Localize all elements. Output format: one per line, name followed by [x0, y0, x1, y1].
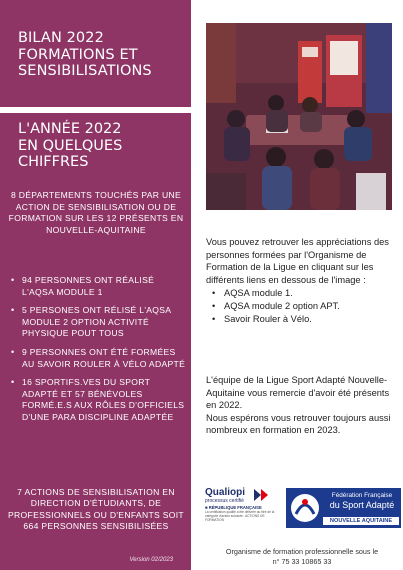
- ffsa-emblem-icon: [290, 492, 320, 524]
- bullet-icon: •: [212, 300, 216, 311]
- thanks-paragraph: L'équipe de la Ligue Sport Adapté Nouvelle-Aquitaine vous remercie d'avoir été présents en 2022.: [206, 375, 390, 411]
- ffsa-region: NOUVELLE AQUITAINE: [323, 517, 399, 525]
- section-title: L'ANNÉE 2022 EN QUELQUES CHIFFRES: [18, 121, 123, 170]
- list-item: • 16 SPORTIFS.VES DU SPORT ADAPTÉ ET 57 BÉNÉVOLES FORMÉ.E.S AUX RÔLES D'OFFICIELS D'UNE PARA DISCIPLINE ADAPTÉE: [11, 377, 185, 422]
- bullet-icon: •: [11, 305, 15, 316]
- qualiopi-subtitle: processus certifié: [205, 498, 244, 504]
- bullet-icon: •: [212, 313, 216, 324]
- stats-list: [11, 275, 187, 431]
- left-panel: [0, 0, 191, 570]
- departments-stat: 8 DÉPARTEMENTS TOUCHÉS PAR UNE ACTION DE SENSIBILISATION OU DE FORMATION SUR LES 12 PRÉSENTS EN NOUVELLE-AQUITAINE: [8, 190, 184, 235]
- link-savoir-rouler[interactable]: • Savoir Rouler à Vélo.: [212, 313, 312, 324]
- training-photo-illustration: [206, 23, 392, 210]
- qualiopi-logo: [205, 487, 275, 527]
- footer-note: Organisme de formation professionnelle sous le n° 75 33 10865 33: [225, 547, 379, 566]
- qualiopi-name: Qualiopi: [205, 487, 245, 498]
- hope-paragraph: Nous espérons vous retrouver toujours aussi nombreux en formation en 2023.: [206, 412, 391, 436]
- feedback-links: [212, 287, 396, 325]
- ffsa-logo: [286, 488, 401, 528]
- bullet-icon: •: [11, 346, 15, 357]
- version-label: Version 02/2023: [129, 557, 173, 563]
- bullet-icon: •: [11, 275, 15, 285]
- ffsa-name: Fédération Française du Sport Adapté: [329, 492, 395, 510]
- intro-block: [206, 236, 396, 325]
- bullet-icon: •: [11, 377, 15, 388]
- intro-paragraph: Vous pouvez retrouver les appréciations des personnes formées par l'Organisme de Formation de la Ligue en cliquant sur les différents liens en dessous de l'image :: [206, 237, 389, 285]
- bullet-icon: •: [212, 288, 216, 299]
- list-item: • 5 PERSONES ONT RÉLISÉ L'AQSA MODULE 2 OPTION ACTIVITÉ PHYSIQUE POUT TOUS: [11, 305, 171, 339]
- actions-stat: 7 ACTIONS DE SENSIBILISATION EN DIRECTION D'ÉTUDIANTS, DE PROFESSIONNELS OU D'ENFANTS SOIT 664 PERSONNES SENSIBILISÉES: [8, 487, 184, 532]
- link-aqsa-module-2[interactable]: • AQSA module 2 option APT.: [212, 300, 340, 311]
- closing-block: [206, 374, 398, 437]
- training-photo: [206, 23, 392, 210]
- qualiopi-marks-icon: [254, 489, 274, 501]
- qualiopi-fine-print: La certification qualité a été délivrée au titre de la catégorie d'action suivante : ACTIONS DE FORMATION: [205, 510, 275, 522]
- list-item: • 9 PERSONNES ONT ÉTÉ FORMÉES AU SAVOIR ROULER À VÉLO ADAPTÉ: [11, 346, 186, 369]
- list-item: • 94 PERSONNES ONT RÉALISÉ L'AQSA MODULE 1: [11, 275, 155, 297]
- republique-francaise-label: ■ RÉPUBLIQUE FRANÇAISE: [205, 505, 262, 510]
- link-aqsa-module-1[interactable]: • AQSA module 1.: [212, 288, 293, 299]
- page-title: BILAN 2022 FORMATIONS ET SENSIBILISATIONS: [18, 30, 152, 79]
- divider-band: [0, 107, 191, 113]
